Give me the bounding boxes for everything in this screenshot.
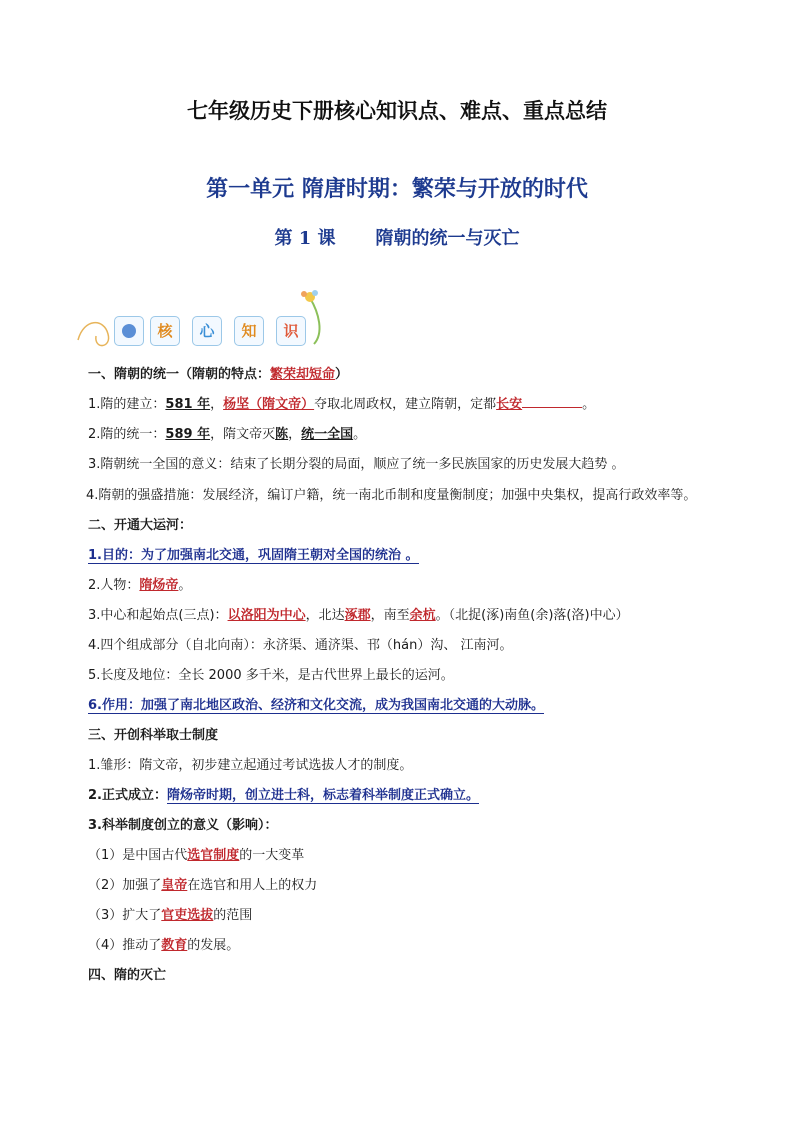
s2-i3-end: 。（北捉(涿)南鱼(余)落(洛)中心）: [435, 608, 629, 623]
lesson-title: [0, 224, 794, 250]
s2-item-1: [88, 541, 728, 571]
s1-i2-sep: ，: [288, 427, 302, 442]
document-title: 七年级历史下册核心知识点、难点、重点总结: [187, 98, 607, 123]
s2-item-5: 5.长度及地位：全长 2000 多千米，是古代世界上最长的运河。: [88, 668, 454, 683]
s3-p3-key: 官吏选拔: [161, 908, 214, 923]
s3-p1-end: 的一大变革: [239, 848, 305, 863]
s3-point-3: [88, 901, 728, 931]
s3-item-2: [88, 781, 728, 811]
section-1-heading-end: ）: [335, 367, 349, 382]
banner-char-2: 心: [192, 316, 222, 346]
unit-title: 第一单元 隋唐时期：繁荣与开放的时代: [206, 176, 588, 202]
s1-i1-year: 581 年: [165, 397, 211, 412]
s1-i1-pre: 1.隋的建立：: [88, 397, 166, 412]
s1-i1-blank: [522, 407, 582, 408]
s1-i1-city: 长安: [496, 397, 523, 412]
s1-item-1: [88, 390, 728, 420]
s1-item-4: 4.隋朝的强盛措施：发展经济，编订户籍，统一南北币制和度量衡制度；加强中央集权，提高行政效率等。: [86, 488, 697, 503]
s3-i2-pre: 2.正式成立：: [88, 788, 167, 803]
s3-p2-pre: （2）加强了: [88, 878, 162, 893]
section-1-heading: [88, 360, 728, 390]
s1-i1-sep: ，: [210, 397, 224, 412]
s1-i2-pre: 2.隋的统一：: [88, 427, 166, 442]
s2-i6-text: 6.作用：加强了南北地区政治、经济和文化交流，成为我国南北交通的大动脉。: [88, 698, 544, 713]
s3-p3-end: 的范围: [213, 908, 253, 923]
s3-p2-key: 皇帝: [161, 878, 188, 893]
s2-item-6: [88, 691, 728, 721]
s1-i2-unify: 统一全国: [301, 427, 354, 442]
s2-item-4: 4.四个组成部分（自北向南）：永济渠、通济渠、邗（hán）沟、 江南河。: [88, 638, 513, 653]
s1-i1-who: 杨坚（隋文帝）: [223, 397, 315, 412]
s2-i3-mid2: ，南至: [370, 608, 410, 623]
s2-i2-pre: 2.人物：: [88, 578, 140, 593]
s2-i2-end: 。: [178, 578, 192, 593]
s1-i1-end: 。: [582, 397, 596, 412]
lesson-number: 第 1 课: [274, 228, 336, 249]
section-4-heading: 四、隋的灭亡: [88, 968, 167, 983]
s3-point-1: [88, 841, 728, 871]
s3-p4-end: 的发展。: [187, 938, 240, 953]
s2-i2-key: 隋炀帝: [139, 578, 179, 593]
s3-p3-pre: （3）扩大了: [88, 908, 162, 923]
s2-item-2: [88, 571, 728, 601]
s1-i2-end: 。: [353, 427, 367, 442]
s3-p4-key: 教育: [161, 938, 188, 953]
s2-i3-center: 以洛阳为中心: [227, 608, 306, 623]
lesson-name: 隋朝的统一与灭亡: [375, 228, 520, 249]
s1-item-2: [88, 420, 728, 450]
s2-i3-north: 涿郡: [344, 608, 371, 623]
s3-point-2: [88, 871, 728, 901]
s3-item-3: 3.科举制度创立的意义（影响）：: [88, 818, 278, 833]
s2-i3-pre: 3.中心和起始点(三点)：: [88, 608, 228, 623]
s1-i2-year: 589 年: [165, 427, 211, 442]
section-1-key: 繁荣却短命: [270, 367, 336, 382]
s1-i1-mid: 夺取北周政权，建立隋朝，定都: [314, 397, 497, 412]
s2-i3-south: 余杭: [409, 608, 436, 623]
s2-i3-mid: ，北达: [305, 608, 345, 623]
s3-p1-key: 选官制度: [187, 848, 240, 863]
s1-i2-mid: ，隋文帝灭: [210, 427, 276, 442]
section-1-heading-text: 一、隋朝的统一（隋朝的特点：: [88, 367, 271, 382]
core-knowledge-banner: [74, 288, 334, 358]
section-2-heading: 二、开通大运河：: [88, 518, 193, 533]
s2-item-3: [88, 601, 728, 631]
s1-item-3: 3.隋朝统一全国的意义：结束了长期分裂的局面，顺应了统一多民族国家的历史发展大趋势 。: [88, 457, 625, 472]
banner-dot-icon: [114, 316, 144, 346]
s3-item-1: 1.雏形：隋文帝，初步建立起通过考试选拔人才的制度。: [88, 758, 413, 773]
banner-char-4: 识: [276, 316, 306, 346]
s3-point-4: [88, 931, 728, 961]
s1-i2-chen: 陈: [275, 427, 289, 442]
banner-char-3: 知: [234, 316, 264, 346]
banner-char-1: 核: [150, 316, 180, 346]
s3-p2-end: 在选官和用人上的权力: [187, 878, 318, 893]
s2-i1-text: 1.目的：为了加强南北交通，巩固隋王朝对全国的统治 。: [88, 548, 419, 563]
s3-p4-pre: （4）推动了: [88, 938, 162, 953]
section-3-heading: 三、开创科举取士制度: [88, 728, 219, 743]
document-body: [88, 360, 728, 991]
s3-i2-body: 隋炀帝时期，创立进士科，标志着科举制度正式确立。: [166, 788, 479, 803]
s3-p1-pre: （1）是中国古代: [88, 848, 188, 863]
